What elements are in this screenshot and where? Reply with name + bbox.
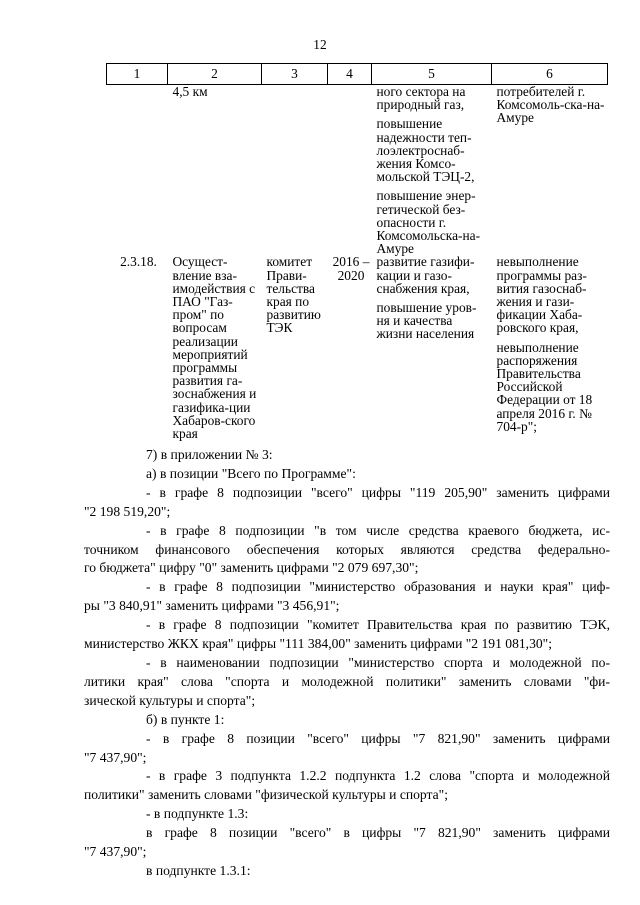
cell-paragraph: повышение уров-ня и качества жизни населения [376, 300, 477, 342]
paragraph: точником финансового обеспечения которых являются средства федерально- [84, 541, 610, 557]
table-cell [492, 255, 608, 440]
paragraph: - в наименовании подпозиции "министерство спорта и молодежной по- [146, 654, 610, 670]
document-body [84, 446, 610, 881]
program-table [106, 63, 608, 440]
table-cell [328, 255, 372, 440]
cell-paragraph: невыполнение распоряжения Правительства Российской Федерации от 18 апреля 2016 г. № 704-р"; [496, 339, 593, 434]
row-number: 2.3.18. [120, 254, 157, 270]
column-header: 4 [328, 64, 372, 85]
column-header: 3 [262, 64, 328, 85]
paragraph: - в графе 3 подпункта 1.2.2 подпункта 1.2 слова "спорта и молодежной [146, 768, 610, 784]
table-cell: 4,5 км [172, 84, 208, 99]
paragraph: "7 437,90"; [84, 844, 147, 860]
paragraph: а) в позиции "Всего по Программе": [146, 465, 356, 481]
column-header: 5 [372, 64, 492, 85]
table-row [107, 255, 608, 440]
table-header-row [107, 64, 608, 85]
paragraph: литики края" слова "спорта и молодежной политики" заменить словами "фи- [84, 673, 610, 689]
table-cell [372, 85, 492, 256]
paragraph: "2 198 519,20"; [84, 503, 171, 519]
paragraph: - в графе 8 подпозиции "комитет Правительства края по развитию ТЭК, [146, 617, 610, 633]
cell-paragraph: развитие газифи-кации и газо-снабжения края, [376, 254, 475, 296]
table-cell: комитет Прави-тельства края по развитию ТЭК [266, 254, 321, 336]
paragraph: "7 437,90"; [84, 749, 147, 765]
table-cell [372, 255, 492, 440]
paragraph: - в подпункте 1.3: [146, 806, 249, 822]
cell-paragraph: невыполнение программы раз-вития газоснаб-жения и гази-фикации Хаба-ровского края, [496, 254, 587, 336]
year-end: 2020 [337, 267, 365, 283]
paragraph: политики" заменить словами "физической культуры и спорта"; [84, 787, 449, 803]
page-number: 12 [313, 37, 327, 52]
cell-paragraph: повышение надежности теп-лоэлектроснаб-жения Комсо-мольской ТЭЦ-2, [376, 116, 475, 185]
column-header: 2 [168, 64, 262, 85]
paragraph: зической культуры и спорта"; [84, 692, 256, 708]
column-header: 6 [492, 64, 608, 85]
cell-paragraph: повышение энер-гетической без-опасности г. Комсомольска-на-Амуре [376, 188, 481, 257]
paragraph: - в графе 8 подпозиции "в том числе средства краевого бюджета, ис- [146, 522, 610, 538]
paragraph: - в графе 8 подпозиции "всего" цифры "119 205,90" заменить цифрами [146, 484, 610, 500]
column-header: 1 [107, 64, 168, 85]
table-row [107, 85, 608, 256]
paragraph: в подпункте 1.3.1: [146, 862, 251, 878]
paragraph: го бюджета" цифру "0" заменить цифрами "2 079 697,30"; [84, 560, 419, 576]
table-cell: Осущест-вление вза-имодействия с ПАО "Газ-пром" по вопросам реализации мероприятий программы развития га-зоснабжения и газифика-ции Хабаров-ского края [172, 254, 257, 442]
cell-paragraph: ного сектора на природный газ, [376, 84, 466, 113]
table-cell: потребителей г. Комсомоль-ска-на-Амуре [496, 84, 605, 126]
paragraph: 7) в приложении № 3: [146, 447, 273, 462]
paragraph: министерство ЖКХ края" цифры "111 384,00" заменить цифрами "2 191 081,30"; [84, 636, 553, 652]
paragraph: ры "3 840,91" заменить цифрами "3 456,91"; [84, 598, 340, 614]
paragraph: - в графе 8 позиции "всего" цифры "7 821,90" заменить цифрами [146, 730, 610, 746]
year-start: 2016 – [332, 254, 370, 270]
paragraph: - в графе 8 подпозиции "министерство образования и науки края" циф- [146, 579, 610, 595]
paragraph: в графе 8 позиции "всего" в цифры "7 821,90" заменить цифрами [146, 825, 610, 841]
paragraph: б) в пункте 1: [146, 711, 225, 727]
